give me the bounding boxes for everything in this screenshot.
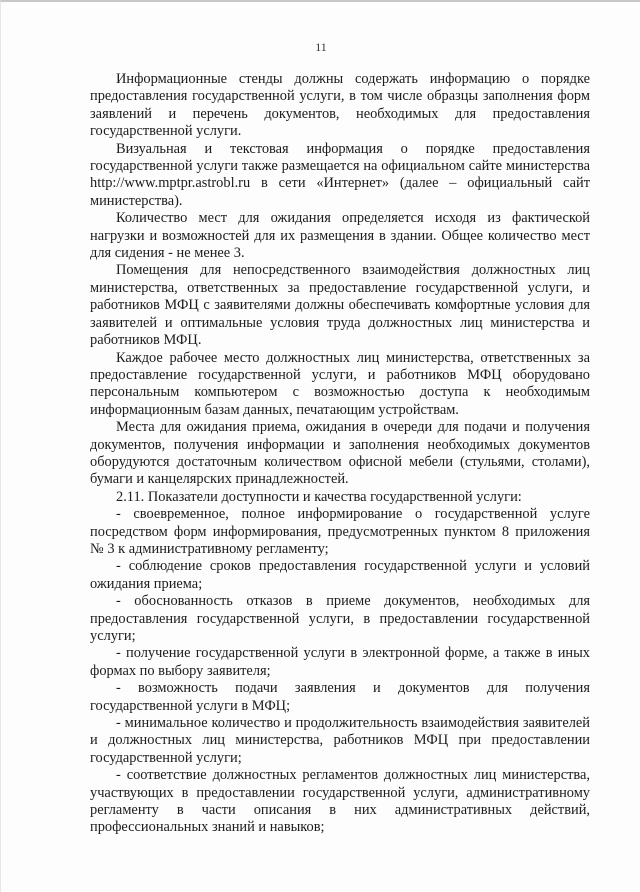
paragraph-workplaces: Каждое рабочее место должностных лиц министерства, ответственных за предоставление государственной услуги, и работников МФЦ оборудовано персональным компьютером с возможностью доступа к необходимым информационным базам данных, печатающим устройствам. xyxy=(90,349,590,418)
list-item-deadlines: - соблюдение сроков предоставления государственной услуги и условий ожидания приема; xyxy=(90,558,590,592)
paragraph-official-site: Визуальная и текстовая информация о порядке предоставления государственной услуги также размещается на официальном сайте министерства http://www.mptpr.astrobl.ru в сети «Интернет» (далее – официальный сайт министерства). xyxy=(90,140,590,209)
paragraph-waiting-furniture: Места для ожидания приема, ожидания в очереди для подачи и получения документов, получения информации и заполнения необходимых документов оборудуются достаточным количеством офисной мебели (стульями, столами), бумаги и канцелярских принадлежностей. xyxy=(90,419,590,488)
paragraph-waiting-places: Количество мест для ожидания определяется исходя из фактической нагрузки и возможностей для их размещения в здании. Общее количество мест для сидения - не менее 3. xyxy=(90,210,590,262)
list-item-mfc-submission: - возможность подачи заявления и документов для получения государственной услуги в МФЦ; xyxy=(90,680,590,714)
list-item-job-regulations: - соответствие должностных регламентов должностных лиц министерства, участвующих в предоставлении государственной услуги, административному регламенту в части описания в них административных действий, профессиональных знаний и навыков; xyxy=(90,767,590,836)
document-body xyxy=(90,71,590,837)
list-item-electronic-form: - получение государственной услуги в электронной форме, а также в иных формах по выбору заявителя; xyxy=(90,645,590,679)
section-heading-2-11: 2.11. Показатели доступности и качества государственной услуги: xyxy=(116,488,522,505)
list-item-refusals: - обоснованность отказов в приеме документов, необходимых для предоставления государственной услуги, в предоставлении государственной услуги; xyxy=(90,593,590,644)
page-number: 11 xyxy=(315,40,327,54)
list-item-informing: - своевременное, полное информирование о государственной услуге посредством форм информирования, предусмотренных пунктом 8 приложения № 3 к административному регламенту; xyxy=(90,506,590,557)
paragraph-info-stands: Информационные стенды должны содержать информацию о порядке предоставления государственной услуги, в том числе образцы заполнения форм заявлений и перечень документов, необходимых для предоставления государственной услуги. xyxy=(90,71,590,140)
list-item-minimal-interaction: - минимальное количество и продолжительность взаимодействия заявителей и должностных лиц министерства, работников МФЦ при предоставлении государственной услуги; xyxy=(90,715,590,766)
paragraph-interaction-rooms: Помещения для непосредственного взаимодействия должностных лиц министерства, ответственных за предоставление государственной услуги, и работников МФЦ с заявителями должны обеспечивать комфортные условия для заявителей и оптимальные условия труда должностных лиц министерства и работников МФЦ. xyxy=(90,262,590,349)
